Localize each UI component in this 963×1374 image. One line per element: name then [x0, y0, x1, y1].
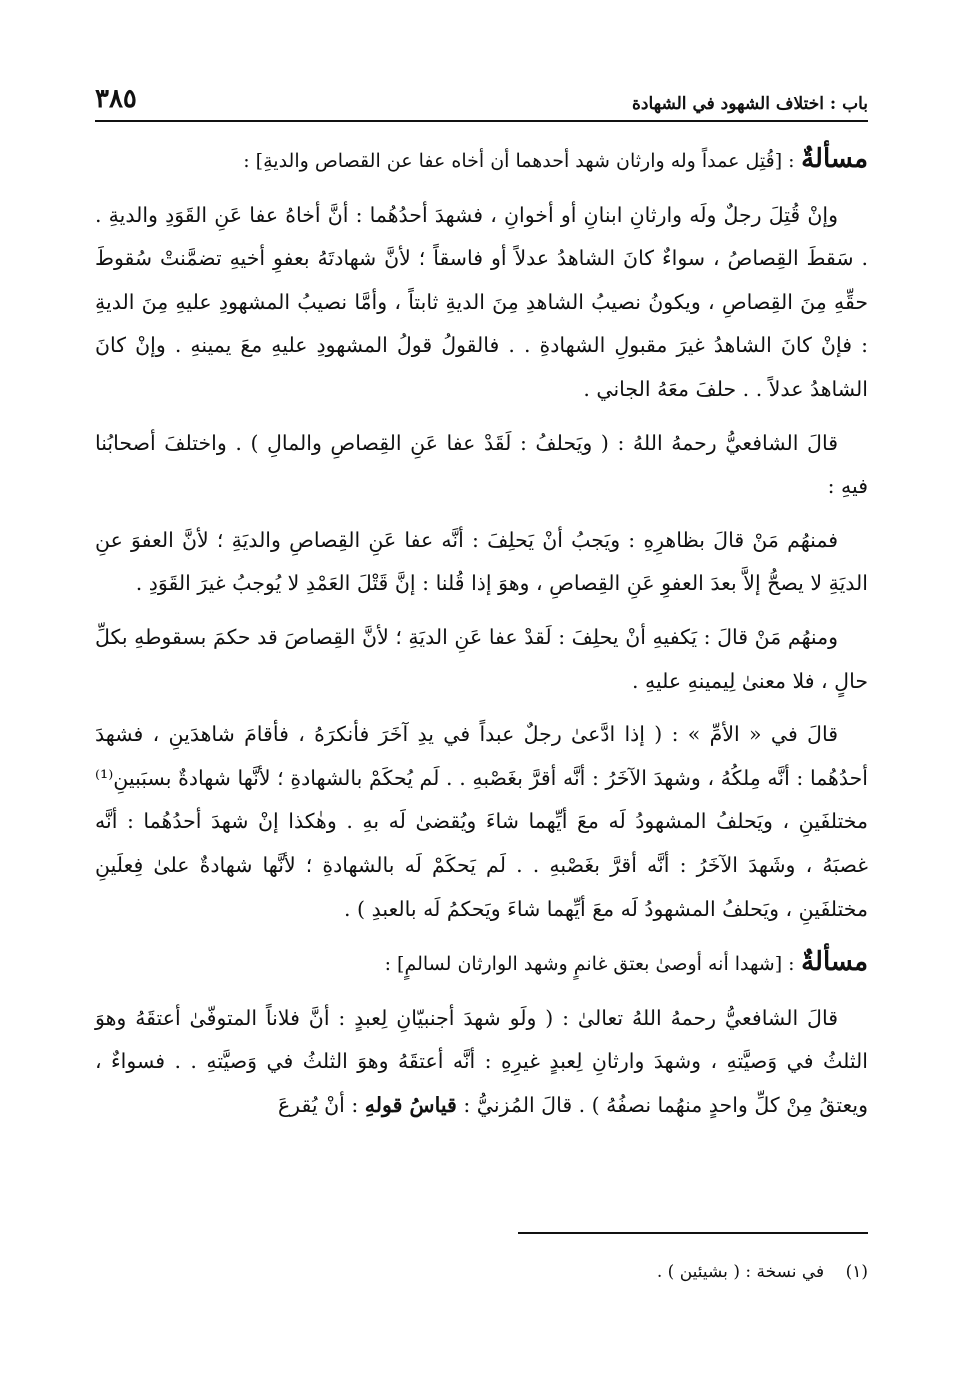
trailing-text: : أنْ يُقرعَ [277, 1092, 359, 1117]
paragraph: قالَ في « الأمِّ » : ( إذا ادَّعىٰ رجلٌ عبداً في يدِ آخَرَ فأنكرَهُ ، فأقامَ شاهدَينِ ، فشهدَ أحدُهُما : أنَّه مِلكُهُ ، وشهدَ الآخَرُ : أنَّه أقرَّ بغَصْبهِ . . لَم يُحكَمْ بالشهادةِ ؛ لأنَّها شهادةٌ بسبَبينِ⁽¹⁾ مختلفَينِ ، ويَحلفُ المشهودُ لَه معَ أيِّهما شاءَ ويُقضىٰ لَه بهِ . وهٰكذا إنْ شهدَ أحدُهُما : أنَّه غصبَهُ ، وشَهدَ الآخَرُ : أنَّه أقرَّ بغَصْبهِ . . لَم يَحكَمْ لَه بالشهادةِ ؛ لأنَّها شهادةٌ علىٰ فِعلَينِ مختلفَينِ ، ويَحلفُ المشهودُ لَه معَ أيِّهما شاءَ ويَحكمُ لَه بالعبدِ ) . [95, 722, 868, 921]
bold-phrase: قياسُ قولهِ [364, 1092, 457, 1117]
section-title: : [قُتِل عمداً وله وارثان شهد أحدهما أن أخاه عفا عن القصاص والديةِ] : [243, 150, 795, 172]
page-header [95, 82, 868, 122]
page-body [95, 138, 868, 1137]
paragraph: وإنْ قُتِلَ رجلٌ ولَه وارثانِ ابنانِ أو أخوانِ ، فشهدَ أحدُهُما : أنَّ أخاهُ عفا عَنِ القَوَدِ والديةِ . . سَقطَ القِصاصُ ، سواءٌ كانَ الشاهدُ عدلاً أو فاسقاً ؛ لأنَّ شهادتَهُ بعفوِ أخيهِ تضمَّنتْ سُقوطَ حقِّهِ مِنَ القِصاصِ ، ويكونُ نصيبُ الشاهدِ مِنَ الديةِ ثابتاً ، وأمَّا نصيبُ المشهودِ عليهِ مِنَ الديةِ : فإنْ كانَ الشاهدُ غيرَ مقبولِ الشهادةِ . . فالقولُ قولُ المشهودِ عليهِ معَ يمينهِ . وإنْ كانَ الشاهدُ عدلاً . . حلفَ معَهُ الجاني . [95, 202, 868, 401]
footnote [95, 1262, 868, 1282]
section-heading-2 [95, 941, 868, 987]
paragraph [95, 997, 868, 1128]
paragraph: ومنهُم مَنْ قالَ : يَكفيهِ أنْ يحلِفَ : لَقدْ عفا عَنِ الديَةِ ؛ لأنَّ القِصاصَ قد حكمَ بسقوطهِ بكلِّ حالٍ ، فلا معنىٰ لِيمينهِ عليهِ . [95, 624, 868, 693]
section-label: مسألةٌ [801, 947, 868, 978]
paragraph-text: قالَ الشافعيُّ رحمهُ اللهُ تعالىٰ : ( ولَو شهدَ أجنبيّانِ لِعبدٍ : أنَّ فلاناً المتوفّىٰ أعتقَهُ وهوَ الثلثُ في وَصيَّتهِ ، وشهدَ وارثانِ لِعبدٍ غيرِهِ : أنَّه أعتقَهُ وهوَ الثلثُ في وَصيَّتهِ . . فسواءٌ ، ويعتقُ مِنْ كلِّ واحدٍ منهُما نصفُهُ ) . قالَ المُزنيُّ : [95, 1005, 868, 1117]
footnote-number: (١) [845, 1262, 868, 1282]
footnote-text: في نسخة : ( بشيئين ) . [656, 1262, 825, 1282]
footnote-divider [518, 1232, 868, 1234]
running-title: باب : اختلاف الشهود في الشهادة [631, 94, 868, 114]
section-label: مسألةٌ [801, 144, 868, 174]
page-number: ٣٨٥ [95, 84, 137, 114]
paragraph: قالَ الشافعيُّ رحمهُ اللهُ : ( ويَحلفُ : لَقَدْ عفا عَنِ القِصاصِ والمالِ ) . واختلفَ أصحابُنا فيهِ : [95, 430, 868, 499]
section-heading-1 [95, 138, 868, 184]
paragraph: فمنهُم مَنْ قالَ بظاهرِهِ : ويَجبُ أنْ يَحلِفَ : أنَّه عفا عَنِ القِصاصِ والديَةِ ؛ لأنَّ العفوَ عنِ الديَةِ لا يصحُّ إلاَّ بعدَ العفوِ عَنِ القِصاصِ ، وهوَ إذا قُلنا : إنَّ قَتْلَ العَمْدِ لا يُوجبُ غيرَ القَوَدِ . [95, 527, 868, 596]
section-title: : [شهدا أنه أوصىٰ بعتق غانمٍ وشهد الوارثان لسالمٍ] : [384, 953, 795, 976]
